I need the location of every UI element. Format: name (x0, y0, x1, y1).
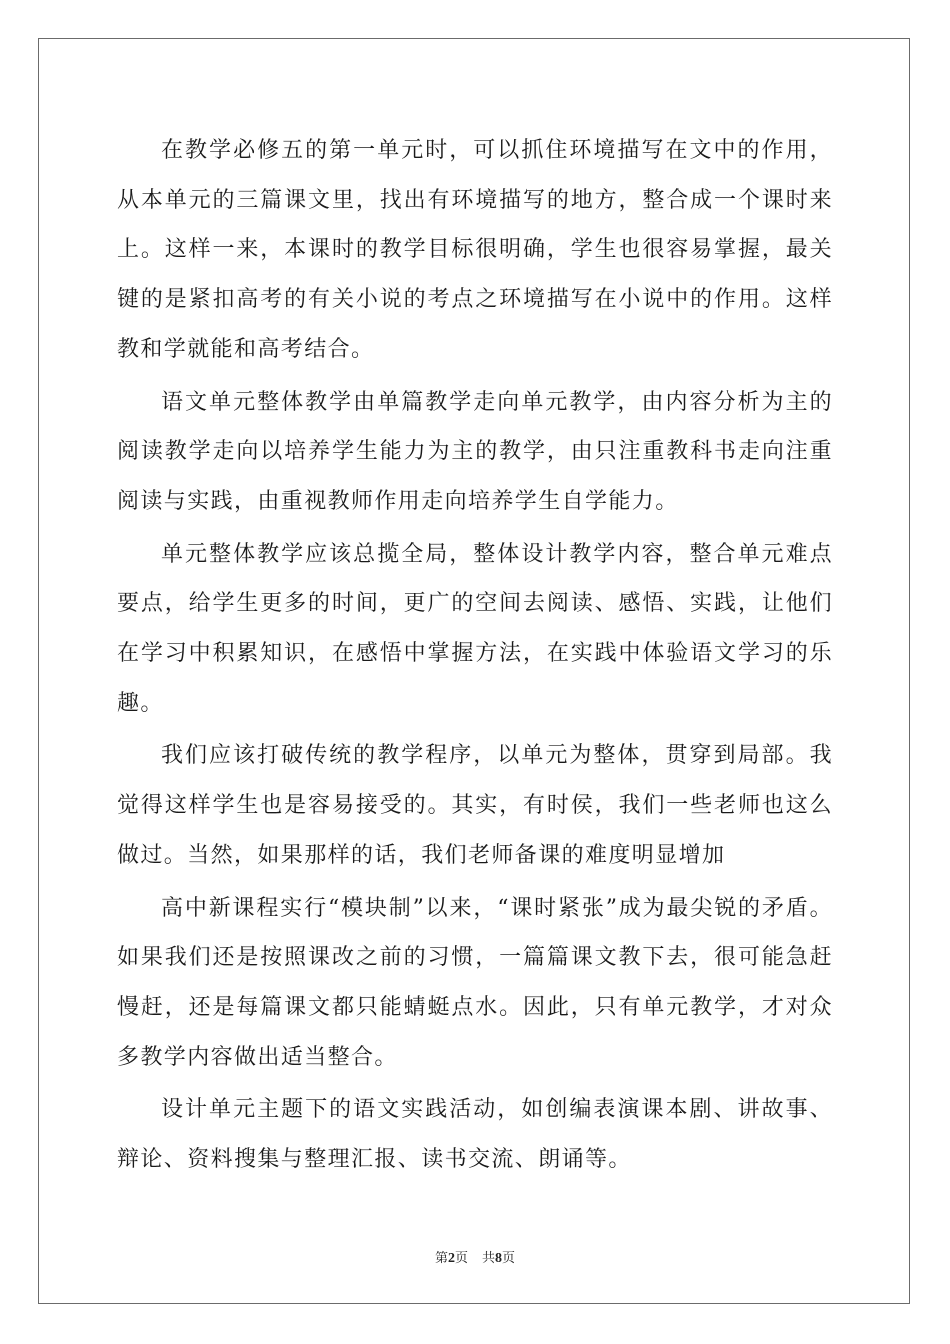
page-label-suffix: 页 (454, 1251, 468, 1266)
page-footer (0, 1247, 950, 1267)
page-label-prefix: 第 (434, 1251, 448, 1266)
paragraph-6: 设计单元主题下的语文实践活动，如创编表演课本剧、讲故事、辩论、资料搜集与整理汇报、读书交流、朗诵等。 (117, 1097, 833, 1173)
paragraph-5: 高中新课程实行“模块制”以来，“课时紧张”成为最尖锐的矛盾。如果我们还是按照课改之前的习惯，一篇篇课文教下去，很可能急赶慢赶，还是每篇课文都只能蜻蜓点水。因此，只有单元教学，才对众多教学内容做出适当整合。 (117, 895, 833, 1070)
paragraph-2: 语文单元整体教学由单篇教学走向单元教学，由内容分析为主的阅读教学走向以培养学生能力为主的教学，由只注重教科书走向注重阅读与实践，由重视教师作用走向培养学生自学能力。 (117, 389, 833, 514)
paragraph-4: 我们应该打破传统的教学程序，以单元为整体，贯穿到局部。我觉得这样学生也是容易接受的。其实，有时侯，我们一些老师也这么做过。当然，如果那样的话，我们老师备课的难度明显增加 (117, 743, 833, 868)
current-page-number: 2 (447, 1251, 455, 1266)
total-label-prefix: 共 (482, 1251, 496, 1266)
total-label-suffix: 页 (502, 1251, 516, 1266)
paragraph-3: 单元整体教学应该总揽全局，整体设计教学内容，整合单元难点要点，给学生更多的时间，更广的空间去阅读、感悟、实践，让他们在学习中积累知识，在感悟中掌握方法，在实践中体验语文学习的乐趣。 (117, 541, 833, 716)
total-pages-number: 8 (495, 1251, 503, 1266)
document-body (117, 126, 833, 1188)
paragraph-1: 在教学必修五的第一单元时，可以抓住环境描写在文中的作用，从本单元的三篇课文里，找出有环境描写的地方，整合成一个课时来上。这样一来，本课时的教学目标很明确，学生也很容易掌握，最关键的是紧扣高考的有关小说的考点之环境描写在小说中的作用。这样教和学就能和高考结合。 (117, 138, 833, 362)
